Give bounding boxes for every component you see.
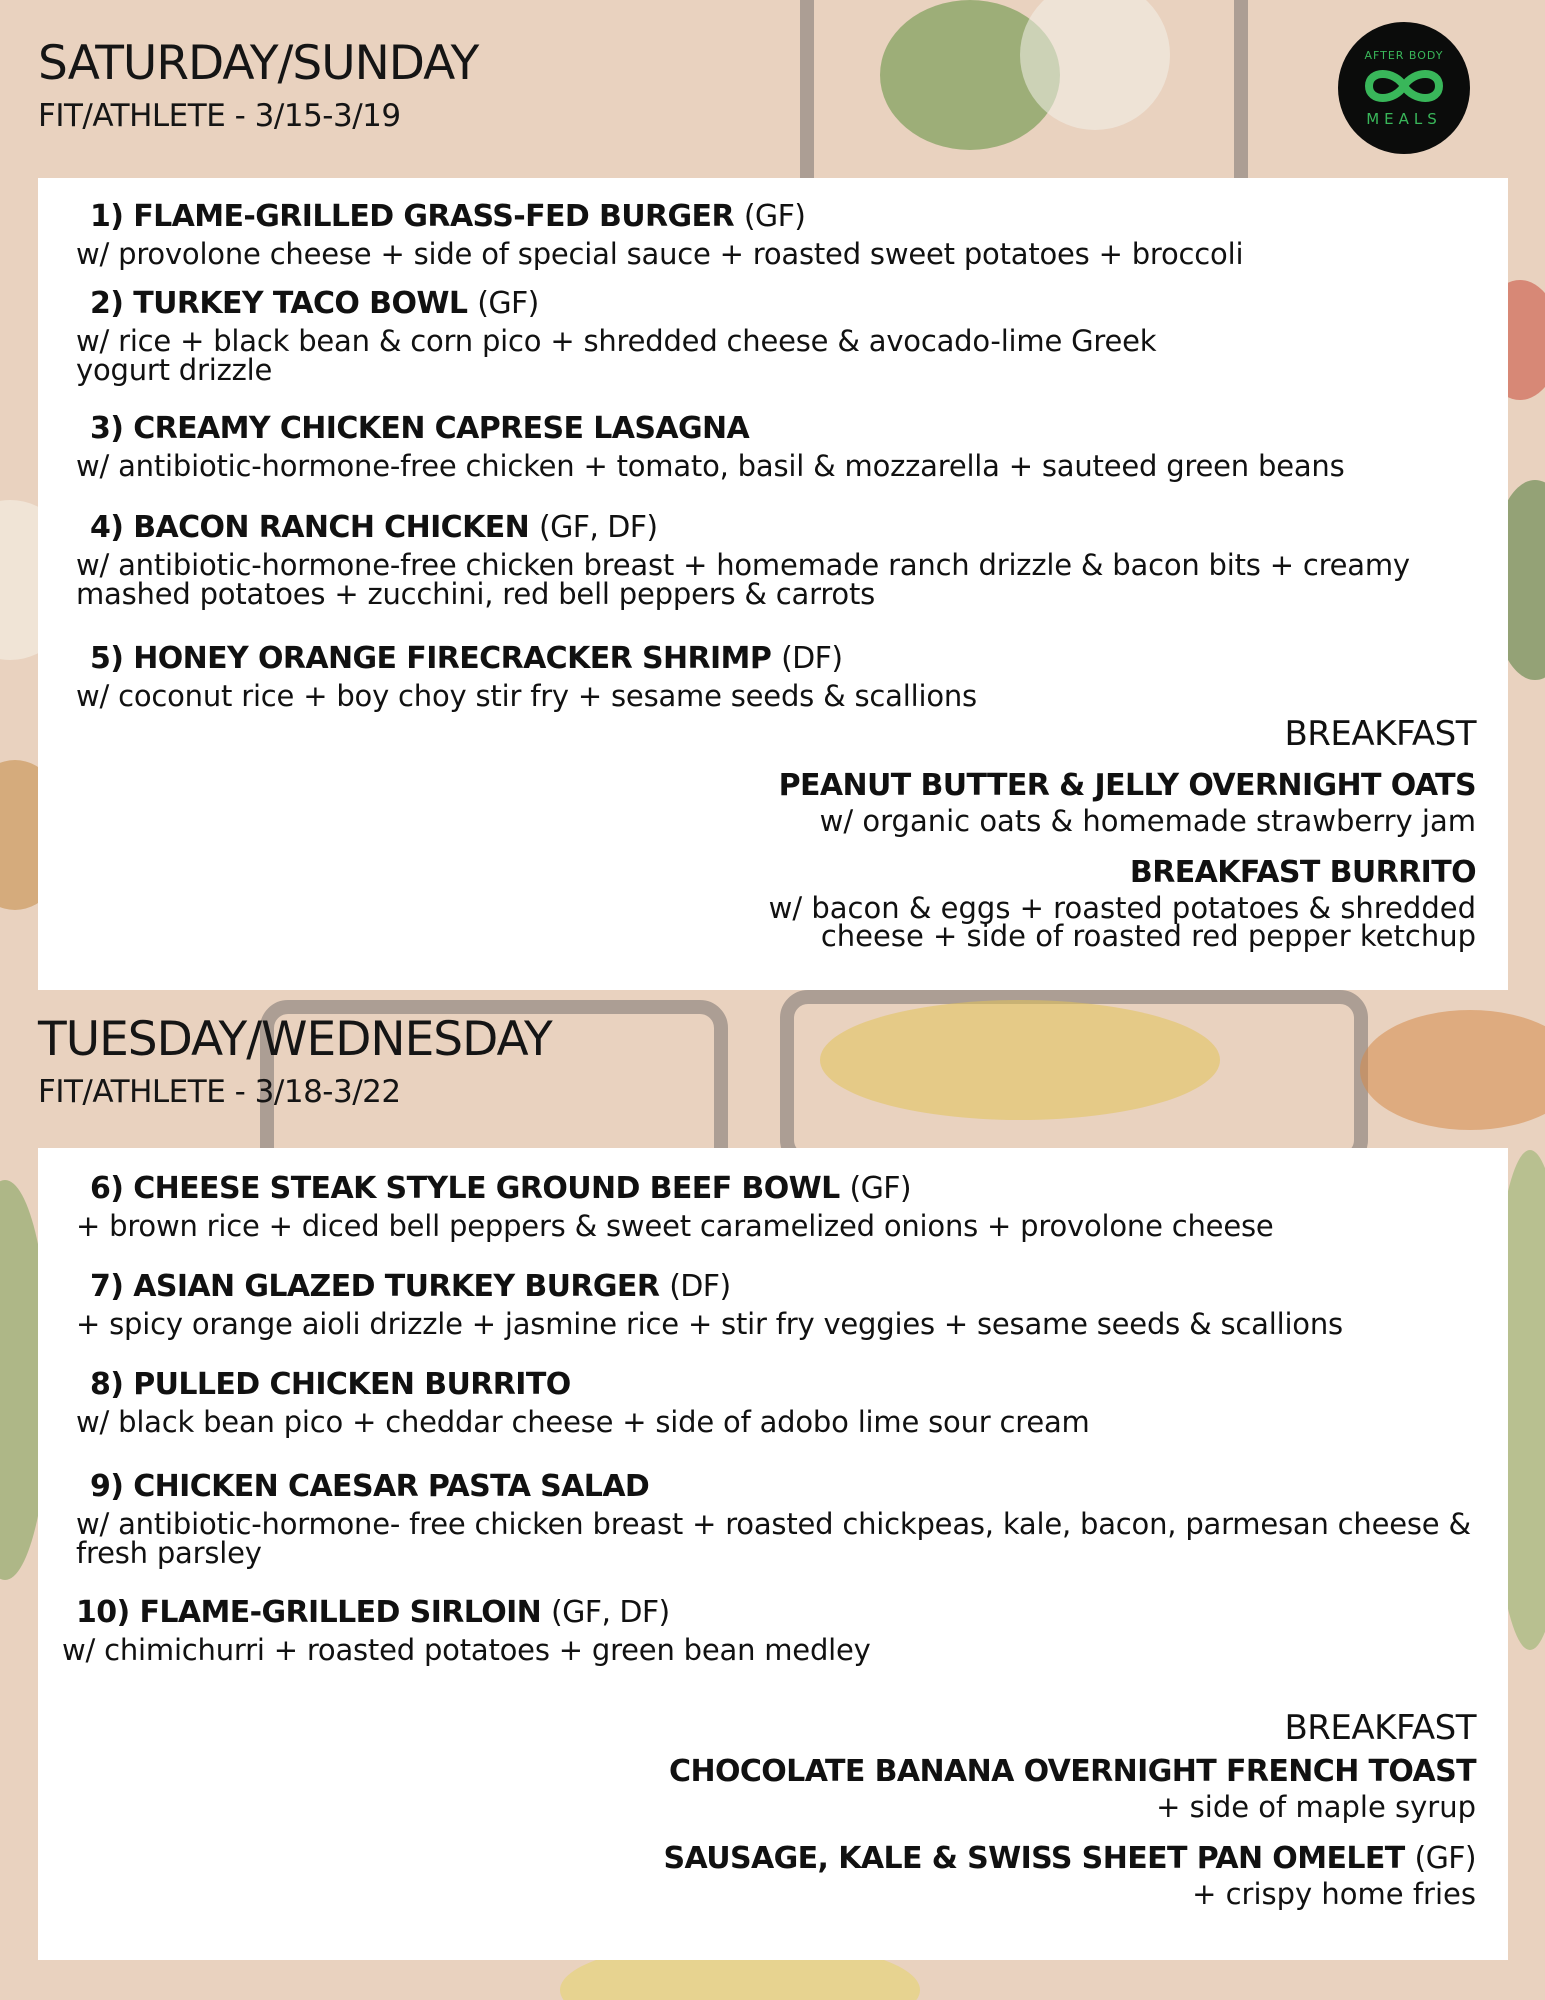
meal-description: w/ antibiotic-hormone- free chicken breast + roasted chickpeas, kale, bacon, parmesan cheese & fresh parsley <box>76 1507 1471 1570</box>
section-2-day: TUESDAY/WEDNESDAY <box>38 1012 552 1067</box>
meal-description: w/ antibiotic-hormone-free chicken breast + homemade ranch drizzle & bacon bits + creamy mashed potatoes + zucchini, red bell peppers & carrots <box>76 548 1410 611</box>
meal-item <box>76 1171 1274 1243</box>
meal-item <box>76 1367 1090 1439</box>
meal-item <box>76 641 977 713</box>
meal-item <box>76 1269 1343 1341</box>
section-2-menu-card <box>38 1148 1508 1960</box>
meal-title: 2) TURKEY TACO BOWL (GF) <box>90 286 539 321</box>
meal-description: w/ antibiotic-hormone-free chicken + tomato, basil & mozzarella + sauteed green beans <box>76 449 1345 483</box>
meal-title: 7) ASIAN GLAZED TURKEY BURGER (DF) <box>90 1269 731 1304</box>
meal-description: + brown rice + diced bell peppers & sweet caramelized onions + provolone cheese <box>76 1209 1274 1243</box>
breakfast-title: CHOCOLATE BANANA OVERNIGHT FRENCH TOAST <box>669 1754 1476 1789</box>
breakfast-heading: BREAKFAST <box>1284 714 1476 754</box>
infinity-icon <box>1359 64 1449 108</box>
meal-title: 1) FLAME-GRILLED GRASS-FED BURGER (GF) <box>90 199 806 234</box>
breakfast-description: w/ organic oats & homemade strawberry jam <box>819 804 1476 838</box>
meal-title: 4) BACON RANCH CHICKEN (GF, DF) <box>90 510 658 545</box>
meal-description: w/ coconut rice + boy choy stir fry + sesame seeds & scallions <box>76 679 977 713</box>
meal-item <box>76 1469 1490 1570</box>
breakfast-heading: BREAKFAST <box>1284 1708 1476 1748</box>
meal-title: 3) CREAMY CHICKEN CAPRESE LASAGNA <box>90 411 750 446</box>
breakfast-title: SAUSAGE, KALE & SWISS SHEET PAN OMELET (GF) <box>663 1841 1476 1876</box>
meal-title: 5) HONEY ORANGE FIRECRACKER SHRIMP (DF) <box>90 641 843 676</box>
logo-top-text: AFTER BODY <box>1364 48 1444 62</box>
meal-title: 9) CHICKEN CAESAR PASTA SALAD <box>90 1469 650 1504</box>
logo-bottom-text: MEALS <box>1366 109 1442 128</box>
section-2-plan: FIT/ATHLETE - 3/18-3/22 <box>38 1074 401 1110</box>
meal-item <box>76 286 1270 387</box>
breakfast-description: + side of maple syrup <box>1156 1790 1476 1824</box>
meal-title: 6) CHEESE STEAK STYLE GROUND BEEF BOWL (GF) <box>90 1171 911 1206</box>
breakfast-description: + crispy home fries <box>1192 1877 1476 1911</box>
meal-description: w/ black bean pico + cheddar cheese + side of adobo lime sour cream <box>76 1405 1090 1439</box>
meal-description: w/ chimichurri + roasted potatoes + green bean medley <box>62 1633 871 1667</box>
meal-description: w/ provolone cheese + side of special sauce + roasted sweet potatoes + broccoli <box>76 237 1244 271</box>
meal-description: + spicy orange aioli drizzle + jasmine rice + stir fry veggies + sesame seeds & scallions <box>76 1307 1343 1341</box>
meal-title: 8) PULLED CHICKEN BURRITO <box>90 1367 571 1402</box>
breakfast-title: PEANUT BUTTER & JELLY OVERNIGHT OATS <box>778 768 1476 803</box>
meal-item <box>76 411 1345 483</box>
section-1-menu-card <box>38 178 1508 990</box>
meal-item <box>62 1595 871 1667</box>
section-1-breakfast <box>716 714 1476 953</box>
meal-item <box>76 510 1460 611</box>
meal-title: 10) FLAME-GRILLED SIRLOIN (GF, DF) <box>76 1595 670 1630</box>
section-1-plan: FIT/ATHLETE - 3/15-3/19 <box>38 98 401 134</box>
section-1-day: SATURDAY/SUNDAY <box>38 36 479 91</box>
section-2-breakfast <box>576 1708 1476 1911</box>
after-body-meals-logo <box>1338 22 1470 154</box>
breakfast-title: BREAKFAST BURRITO <box>1129 855 1476 890</box>
meal-description: w/ rice + black bean & corn pico + shredded cheese & avocado-lime Greek yogurt drizzle <box>76 324 1157 387</box>
meal-item <box>76 199 1244 271</box>
breakfast-description: w/ bacon & eggs + roasted potatoes & shredded cheese + side of roasted red pepper ketchup <box>768 891 1476 953</box>
